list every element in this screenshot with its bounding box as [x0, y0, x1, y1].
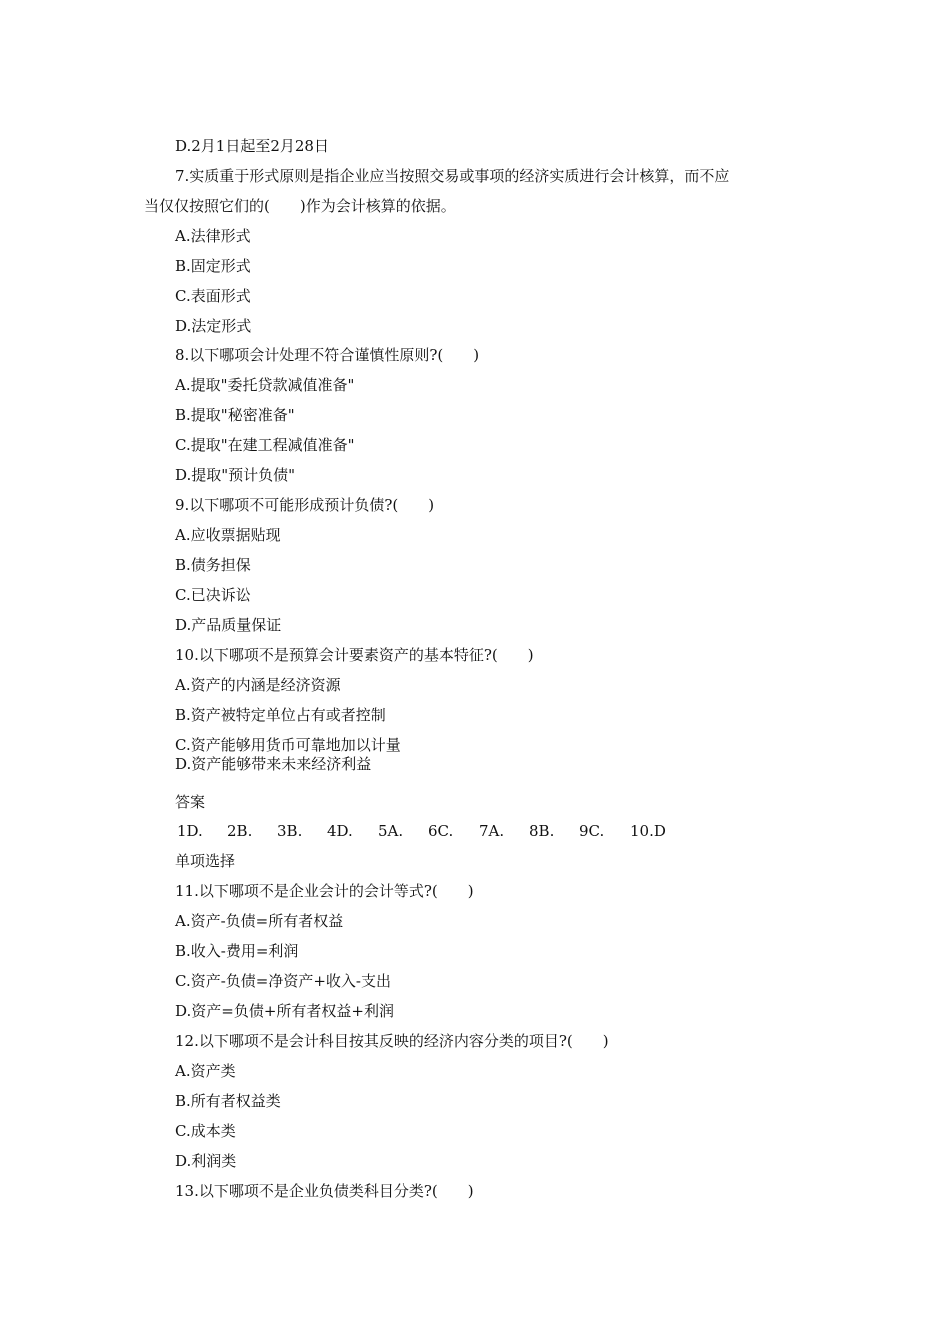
question-12: 12.以下哪项不是会计科目按其反映的经济内容分类的项目?( ) — [175, 1032, 609, 1050]
answer-heading: 答案 — [175, 793, 206, 811]
answer-item: 3B. — [277, 822, 303, 840]
question-8: 8.以下哪项会计处理不符合谨慎性原则?( ) — [175, 346, 480, 364]
answer-item: 4D. — [327, 822, 353, 840]
question-10: 10.以下哪项不是预算会计要素资产的基本特征?( ) — [175, 646, 534, 664]
option-c-q10: C.资产能够用货币可靠地加以计量 — [175, 736, 401, 754]
answer-item: 2B. — [227, 822, 253, 840]
answer-item: 5A. — [378, 822, 404, 840]
option-a-q11: A.资产-负债=所有者权益 — [175, 912, 344, 930]
option-a-q8: A.提取"委托贷款减值准备" — [175, 376, 355, 394]
question-7: 7.实质重于形式原则是指企业应当按照交易或事项的经济实质进行会计核算，而不应 — [175, 167, 730, 185]
answer-item: 10.D — [630, 822, 666, 840]
option-d-q12: D.利润类 — [175, 1152, 237, 1170]
question-9: 9.以下哪项不可能形成预计负债?( ) — [175, 496, 435, 514]
option-b-q9: B.债务担保 — [175, 556, 251, 574]
question-11: 11.以下哪项不是企业会计的会计等式?( ) — [175, 882, 474, 900]
answer-item: 1D. — [177, 822, 203, 840]
option-b-q11: B.收入-费用=利润 — [175, 942, 299, 960]
option-b-q7: B.固定形式 — [175, 257, 251, 275]
answer-item: 8B. — [529, 822, 555, 840]
option-d-q11: D.资产=负债+所有者权益+利润 — [175, 1002, 394, 1020]
option-a-q12: A.资产类 — [175, 1062, 236, 1080]
option-d-q10: D.资产能够带来未来经济利益 — [175, 755, 372, 773]
answer-item: 9C. — [579, 822, 605, 840]
option-d-q8: D.提取"预计负债" — [175, 466, 296, 484]
option-a-q9: A.应收票据贴现 — [175, 526, 281, 544]
option-c-q9: C.已决诉讼 — [175, 586, 251, 604]
answer-item: 6C. — [428, 822, 454, 840]
option-a-q10: A.资产的内涵是经济资源 — [175, 676, 341, 694]
option-c-q12: C.成本类 — [175, 1122, 236, 1140]
option-d-q6: D.2月1日起至2月28日 — [175, 137, 329, 155]
option-c-q7: C.表面形式 — [175, 287, 251, 305]
option-c-q11: C.资产-负债=净资产+收入-支出 — [175, 972, 391, 990]
question-13: 13.以下哪项不是企业负债类科目分类?( ) — [175, 1182, 474, 1200]
option-d-q9: D.产品质量保证 — [175, 616, 282, 634]
option-b-q8: B.提取"秘密准备" — [175, 406, 295, 424]
answer-item: 7A. — [479, 822, 505, 840]
option-d-q7: D.法定形式 — [175, 317, 252, 335]
option-b-q10: B.资产被特定单位占有或者控制 — [175, 706, 386, 724]
option-c-q8: C.提取"在建工程减值准备" — [175, 436, 355, 454]
option-b-q12: B.所有者权益类 — [175, 1092, 281, 1110]
question-7-continued: 当仅仅按照它们的( )作为会计核算的依据。 — [144, 197, 456, 215]
option-a-q7: A.法律形式 — [175, 227, 251, 245]
section-heading: 单项选择 — [175, 852, 236, 870]
